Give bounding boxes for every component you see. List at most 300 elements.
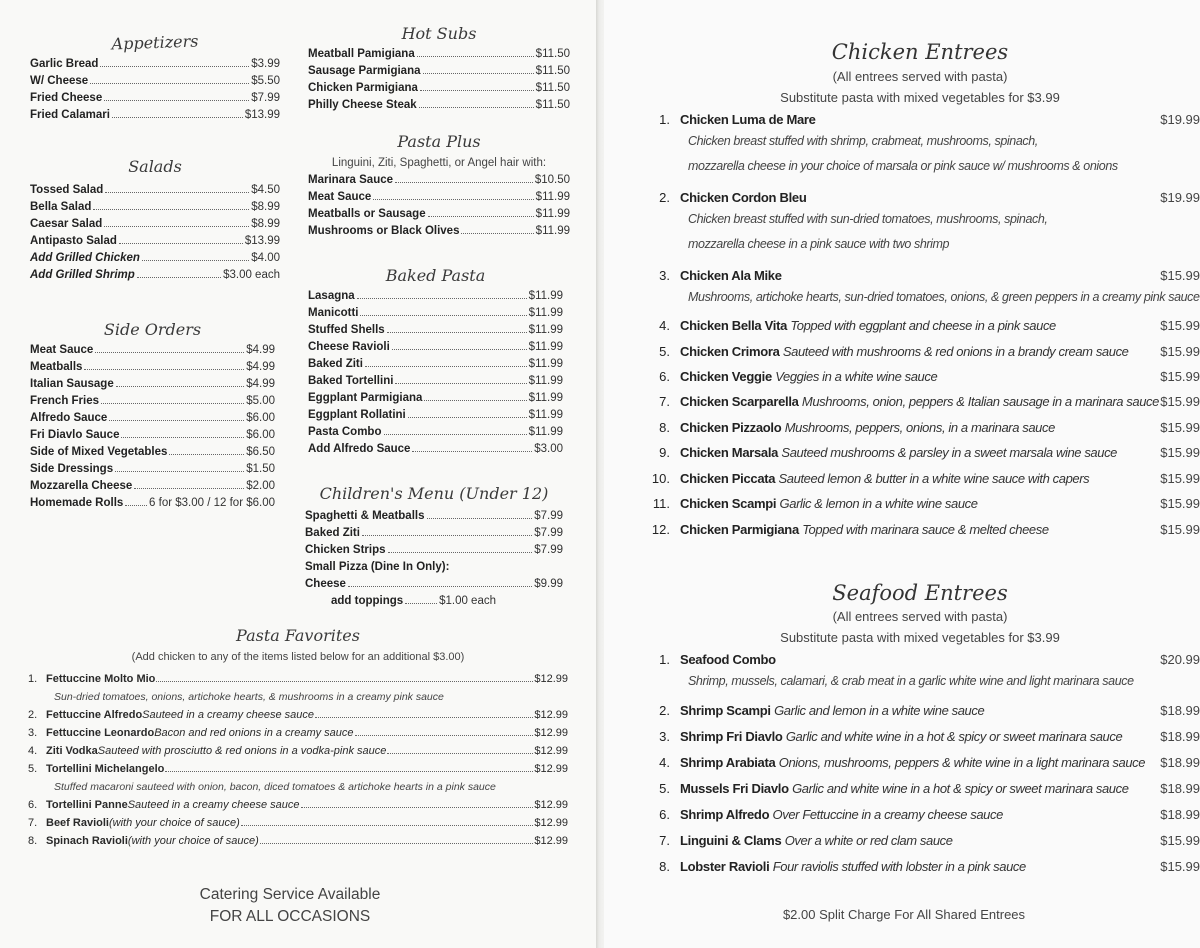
- menu-item: [308, 189, 570, 206]
- item-price: $12.99: [534, 673, 568, 685]
- item-title: [680, 316, 1056, 336]
- item-name: Caesar Salad: [30, 218, 103, 230]
- small-pizza-label: Small Pizza (Dine In Only):: [305, 561, 450, 573]
- item-price: $11.50: [535, 99, 570, 111]
- menu-item: [308, 288, 563, 305]
- menu-item: [308, 373, 563, 390]
- dot-leader: [362, 535, 532, 536]
- toppings-price: $1.00 each: [439, 595, 496, 607]
- dot-leader: [424, 400, 526, 401]
- menu-item: [30, 90, 280, 107]
- dot-leader: [241, 825, 534, 826]
- menu-item: [30, 478, 275, 495]
- menu-item: [30, 250, 280, 267]
- menu-item: [308, 305, 563, 322]
- item-name: Tortellini Panne: [46, 799, 128, 811]
- item-name: Lobster Ravioli: [680, 859, 770, 874]
- baked-pasta-title: Baked Pasta: [385, 266, 486, 285]
- pasta-plus-list: [308, 172, 570, 240]
- entree-item: [630, 779, 1200, 799]
- dot-leader: [119, 243, 243, 244]
- item-price: $18.99: [1160, 755, 1200, 770]
- item-name: Shrimp Arabiata: [680, 755, 776, 770]
- item-name: Chicken Parmigiana: [308, 82, 418, 94]
- item-name: French Fries: [30, 395, 100, 407]
- menu-item: [28, 796, 568, 814]
- item-price: $4.99: [246, 361, 275, 373]
- item-description: Over a white or red clam sauce: [784, 833, 953, 848]
- item-name: Meatballs: [30, 361, 83, 373]
- item-name: Tortellini Michelangelo: [46, 763, 165, 775]
- item-name: Cheese: [305, 578, 346, 590]
- dot-leader: [169, 454, 244, 455]
- item-name: Fettuccine Alfredo: [46, 709, 143, 721]
- item-number: 3.: [28, 727, 38, 739]
- menu-item: [30, 199, 280, 216]
- menu-item: [30, 393, 275, 410]
- menu-item: [308, 322, 563, 339]
- dot-leader: [355, 735, 534, 736]
- item-price: $12.99: [534, 817, 568, 829]
- dot-leader: [461, 233, 533, 234]
- item-price: $15.99: [1160, 833, 1200, 848]
- item-price: $11.99: [528, 290, 563, 302]
- item-sub-description: mozzarella cheese in your choice of marsala or pink sauce w/ mushrooms & onions: [688, 159, 1118, 173]
- menu-item: [30, 427, 275, 444]
- item-name: Chicken Scampi: [680, 496, 777, 511]
- item-price: $11.99: [528, 307, 563, 319]
- pasta-plus-title: Pasta Plus: [397, 132, 481, 151]
- seafood-entrees-section: [630, 578, 1200, 880]
- item-price: 6 for $3.00 / 12 for $6.00: [149, 497, 275, 509]
- item-price: $13.99: [244, 235, 280, 247]
- item-description: Garlic and lemon in a white wine sauce: [774, 703, 985, 718]
- item-description: Garlic and white wine in a hot & spicy or sweet marinara sauce: [792, 781, 1129, 796]
- item-name: Chicken Pizzaolo: [680, 420, 782, 435]
- entree-item: [630, 110, 1200, 130]
- dot-leader: [360, 315, 526, 316]
- item-price: $5.50: [251, 75, 280, 87]
- menu-item: [308, 424, 563, 441]
- item-number: 12.: [651, 522, 670, 537]
- item-price: $15.99: [1160, 445, 1200, 460]
- entree-item: [630, 367, 1200, 387]
- item-name: Antipasto Salad: [30, 235, 117, 247]
- item-name: Cheese Ravioli: [308, 341, 390, 353]
- dot-leader: [412, 451, 532, 452]
- dot-leader: [348, 586, 532, 587]
- dot-leader: [427, 518, 533, 519]
- dot-leader: [420, 90, 534, 91]
- menu-item: [30, 233, 280, 250]
- chicken-entrees-section: [630, 36, 1200, 540]
- dot-leader: [137, 277, 221, 278]
- dot-leader: [405, 603, 437, 604]
- seafood-entrees-subtitle-1: (All entrees served with pasta): [832, 609, 1008, 624]
- item-name: Chicken Strips: [305, 544, 386, 556]
- item-name: Fried Cheese: [30, 92, 103, 104]
- item-name: Eggplant Rollatini: [308, 409, 406, 421]
- item-name: Eggplant Parmigiana: [308, 392, 423, 404]
- item-price: $2.00: [246, 480, 275, 492]
- item-number: 9.: [659, 445, 670, 460]
- menu-item: [305, 542, 563, 559]
- item-number: 4.: [659, 755, 670, 770]
- item-number: 8.: [659, 420, 670, 435]
- item-title: [680, 727, 1122, 747]
- menu-item: [308, 172, 570, 189]
- entree-item: [630, 753, 1200, 773]
- side-orders-list: [30, 342, 275, 512]
- dot-leader: [121, 437, 244, 438]
- toppings-row: [305, 593, 496, 610]
- item-name: Mushrooms or Black Olives: [308, 225, 460, 237]
- menu-item: [30, 73, 280, 90]
- chicken-entrees-subtitle-1: (All entrees served with pasta): [832, 69, 1008, 84]
- catering-notice: [130, 884, 450, 928]
- item-number: 5.: [28, 763, 38, 775]
- item-description: Sauteed with prosciutto & red onions in a vodka-pink sauce: [97, 745, 387, 757]
- appetizers-list: [30, 56, 280, 124]
- item-title: [680, 805, 1003, 825]
- dot-leader: [90, 83, 249, 84]
- dot-leader: [109, 420, 244, 421]
- menu-item: [28, 742, 568, 760]
- entree-item: [630, 443, 1200, 463]
- item-price: $18.99: [1160, 703, 1200, 718]
- item-sub-description: mozzarella cheese in a pink sauce with two shrimp: [688, 237, 950, 251]
- item-name: Fettuccine Leonardo: [46, 727, 155, 739]
- item-name: Meatballs or Sausage: [308, 208, 426, 220]
- pasta-favorites-subtitle: (Add chicken to any of the items listed below for an additional $3.00): [131, 651, 465, 663]
- item-number: 5.: [659, 344, 670, 359]
- entree-item: [630, 650, 1200, 670]
- item-name: Spinach Ravioli: [46, 835, 128, 847]
- item-price: $4.99: [246, 378, 275, 390]
- item-price: $11.99: [535, 225, 570, 237]
- item-price: $11.99: [528, 358, 563, 370]
- item-number: 5.: [659, 781, 670, 796]
- item-number: 6.: [659, 369, 670, 384]
- pasta-favorites-title: Pasta Favorites: [236, 626, 360, 645]
- catering-line-1: Catering Service Available: [199, 886, 381, 903]
- menu-item: [308, 390, 563, 407]
- childrens-menu-list: [305, 508, 563, 559]
- item-number: 3.: [659, 268, 670, 283]
- menu-item: [308, 407, 563, 424]
- item-price: $7.99: [534, 544, 563, 556]
- item-price: $11.99: [528, 426, 563, 438]
- item-name: Shrimp Scampi: [680, 703, 771, 718]
- toppings-label: add toppings: [331, 595, 404, 607]
- item-title: [680, 392, 1159, 412]
- item-number: 2.: [659, 703, 670, 718]
- item-name: Chicken Ala Mike: [680, 268, 782, 283]
- item-number: 4.: [28, 745, 38, 757]
- childrens-menu-title: Children's Menu (Under 12): [319, 484, 549, 503]
- menu-item: [30, 461, 275, 478]
- menu-item: [28, 814, 568, 832]
- item-number: 11.: [652, 496, 670, 511]
- menu-item: [30, 216, 280, 233]
- item-title: [680, 701, 984, 721]
- dot-leader: [125, 505, 147, 506]
- item-name: Chicken Crimora: [680, 344, 780, 359]
- chicken-entrees-subtitle-2: Substitute pasta with mixed vegetables for $3.99: [780, 90, 1060, 105]
- dot-leader: [423, 73, 534, 74]
- item-price: $11.50: [535, 82, 570, 94]
- item-title: [680, 266, 782, 286]
- dot-leader: [156, 681, 533, 682]
- item-price: $15.99: [1160, 471, 1200, 486]
- entree-item: [630, 520, 1200, 540]
- item-name: Side Dressings: [30, 463, 114, 475]
- item-price: $12.99: [534, 727, 568, 739]
- seafood-entrees-list: [630, 650, 1200, 880]
- dot-leader: [417, 56, 534, 57]
- item-number: 2.: [28, 709, 38, 721]
- item-price: $11.99: [528, 324, 563, 336]
- item-price: $11.50: [535, 48, 570, 60]
- item-title: [680, 494, 978, 514]
- dot-leader: [165, 771, 533, 772]
- item-name: W/ Cheese: [30, 75, 89, 87]
- item-number: 6.: [659, 807, 670, 822]
- entree-item: [630, 857, 1200, 877]
- item-sub-description: Chicken breast stuffed with shrimp, crabmeat, mushrooms, spinach,: [688, 134, 1038, 148]
- entree-item: [630, 805, 1200, 825]
- menu-item: [308, 97, 570, 114]
- item-name: Side of Mixed Vegetables: [30, 446, 168, 458]
- item-description: Bacon and red onions in a creamy sauce: [154, 727, 354, 739]
- item-price: $8.99: [251, 218, 280, 230]
- item-sub-description: Chicken breast stuffed with sun-dried tomatoes, mushrooms, spinach,: [688, 212, 1048, 226]
- item-price: $15.99: [1160, 859, 1200, 874]
- item-description: Garlic & lemon in a white wine sauce: [779, 496, 978, 511]
- entree-item: [630, 188, 1200, 208]
- item-price: $12.99: [534, 709, 568, 721]
- side-orders-section: [30, 318, 275, 512]
- item-price: $4.00: [251, 252, 280, 264]
- item-description: Topped with marinara sauce & melted cheese: [802, 522, 1049, 537]
- item-price: $11.99: [528, 409, 563, 421]
- item-name: Philly Cheese Steak: [308, 99, 417, 111]
- item-name: Chicken Luma de Mare: [680, 112, 816, 127]
- menu-item: [305, 525, 563, 542]
- item-name: Italian Sausage: [30, 378, 114, 390]
- dot-leader: [84, 369, 244, 370]
- item-name: Baked Ziti: [305, 527, 360, 539]
- entree-item: [630, 316, 1200, 336]
- item-name: Chicken Veggie: [680, 369, 772, 384]
- item-title: [680, 520, 1049, 540]
- item-name: Linguini & Clams: [680, 833, 782, 848]
- item-price: $15.99: [1160, 318, 1200, 333]
- menu-item: [30, 444, 275, 461]
- menu-item: [28, 724, 568, 742]
- dot-leader: [315, 717, 533, 718]
- item-name: Chicken Scarparella: [680, 394, 799, 409]
- item-title: [680, 110, 816, 130]
- item-description: (with your choice of sauce): [108, 817, 240, 829]
- item-number: 7.: [659, 394, 670, 409]
- item-name: Shrimp Alfredo: [680, 807, 770, 822]
- item-description: Onions, mushrooms, peppers & white wine in a light marinara sauce: [778, 755, 1146, 770]
- seafood-entrees-title: Seafood Entrees: [832, 581, 1008, 605]
- item-name: Lasagna: [308, 290, 355, 302]
- entree-item: [630, 494, 1200, 514]
- item-title: [680, 779, 1129, 799]
- item-name: Manicotti: [308, 307, 359, 319]
- dot-leader: [395, 383, 526, 384]
- item-price: $11.99: [528, 341, 563, 353]
- item-price: $8.99: [251, 201, 280, 213]
- menu-item: [308, 441, 563, 458]
- item-description: Sauteed lemon & butter in a white wine sauce with capers: [778, 471, 1090, 486]
- item-title: [680, 367, 937, 387]
- item-title: [680, 443, 1117, 463]
- item-number: 10.: [651, 471, 670, 486]
- item-name: Fri Diavlo Sauce: [30, 429, 120, 441]
- item-name: Meatball Pamigiana: [308, 48, 415, 60]
- item-title: [680, 753, 1145, 773]
- item-name: Bella Salad: [30, 201, 92, 213]
- item-price: $7.99: [534, 510, 563, 522]
- item-name: Homemade Rolls: [30, 497, 124, 509]
- menu-item: [308, 223, 570, 240]
- item-sub-description: Stuffed macaroni sauteed with onion, bacon, diced tomatoes & artichoke hearts in a pink sauce: [54, 781, 496, 793]
- entree-item: [630, 392, 1200, 412]
- pasta-favorites-list: [28, 670, 568, 850]
- pasta-plus-subtitle: Linguini, Ziti, Spaghetti, or Angel hair with:: [331, 157, 547, 169]
- item-number: 8.: [28, 835, 38, 847]
- item-price: $18.99: [1160, 729, 1200, 744]
- item-name: Chicken Piccata: [680, 471, 776, 486]
- dot-leader: [387, 332, 527, 333]
- baked-pasta-section: [308, 264, 563, 458]
- dot-leader: [142, 260, 249, 261]
- entree-item: [630, 727, 1200, 747]
- item-name: Add Alfredo Sauce: [308, 443, 411, 455]
- menu-item: [308, 63, 570, 80]
- hot-subs-section: [308, 22, 570, 114]
- split-charge-note: $2.00 Split Charge For All Shared Entrees: [782, 907, 1026, 922]
- item-price: $10.50: [534, 174, 570, 186]
- item-description: Mushrooms, onion, peppers & Italian sausage in a marinara sauce: [801, 394, 1159, 409]
- entree-item: [630, 266, 1200, 286]
- item-number: 2.: [659, 190, 670, 205]
- item-price: $11.99: [535, 191, 570, 203]
- pasta-plus-section: [308, 130, 570, 240]
- menu-item: [28, 832, 568, 850]
- item-title: [680, 342, 1129, 362]
- item-price: $11.99: [528, 392, 563, 404]
- entree-item: [630, 701, 1200, 721]
- salads-list: [30, 182, 280, 284]
- item-price: $6.00: [246, 429, 275, 441]
- item-number: 4.: [659, 318, 670, 333]
- item-name: Mozzarella Cheese: [30, 480, 133, 492]
- menu-item: [308, 80, 570, 97]
- left-menu-page: [0, 0, 596, 948]
- dot-leader: [95, 352, 244, 353]
- dot-leader: [260, 843, 534, 844]
- menu-item: [305, 576, 563, 593]
- item-number: 6.: [28, 799, 38, 811]
- dot-leader: [301, 807, 534, 808]
- item-price: $12.99: [534, 745, 568, 757]
- item-name: Tossed Salad: [30, 184, 104, 196]
- item-title: [680, 188, 806, 208]
- salads-title: Salads: [128, 157, 182, 176]
- item-name: Baked Ziti: [308, 358, 363, 370]
- pasta-favorites-section: [28, 624, 568, 850]
- item-price: $19.99: [1160, 190, 1200, 205]
- item-name: Spaghetti & Meatballs: [305, 510, 425, 522]
- menu-item: [308, 339, 563, 356]
- dot-leader: [134, 488, 244, 489]
- item-description: Veggies in a white wine sauce: [775, 369, 938, 384]
- item-price: $18.99: [1160, 807, 1200, 822]
- item-price: $9.99: [534, 578, 563, 590]
- dot-leader: [365, 366, 527, 367]
- item-name: Meat Sauce: [30, 344, 94, 356]
- dot-leader: [357, 298, 527, 299]
- item-name: Meat Sauce: [308, 191, 372, 203]
- dot-leader: [384, 434, 527, 435]
- item-name: Chicken Bella Vita: [680, 318, 788, 333]
- item-title: [680, 831, 953, 851]
- item-price: $5.00: [246, 395, 275, 407]
- menu-item: [30, 107, 280, 124]
- item-description: Mushrooms, peppers, onions, in a marinara sauce: [784, 420, 1055, 435]
- item-price: $6.00: [246, 412, 275, 424]
- item-description: Sauteed with mushrooms & red onions in a brandy cream sauce: [782, 344, 1129, 359]
- childrens-menu-section: [305, 480, 563, 610]
- dot-leader: [112, 117, 243, 118]
- item-title: [680, 857, 1026, 877]
- item-name: Add Grilled Shrimp: [30, 269, 135, 281]
- item-name: Stuffed Shells: [308, 324, 385, 336]
- menu-item: [30, 342, 275, 359]
- item-number: 7.: [28, 817, 38, 829]
- item-number: 3.: [659, 729, 670, 744]
- item-price: $15.99: [1160, 369, 1200, 384]
- menu-item: [30, 182, 280, 199]
- item-description: Sauteed in a creamy cheese sauce: [127, 799, 300, 811]
- item-name: Garlic Bread: [30, 58, 99, 70]
- dot-leader: [100, 66, 249, 67]
- item-description: Sauteed in a creamy cheese sauce: [142, 709, 314, 721]
- item-price: $3.00: [534, 443, 563, 455]
- hot-subs-title: Hot Subs: [401, 24, 477, 43]
- menu-item: [308, 356, 563, 373]
- item-description: Topped with eggplant and cheese in a pink sauce: [790, 318, 1056, 333]
- menu-item: [308, 206, 570, 223]
- entree-item: [630, 342, 1200, 362]
- dot-leader: [395, 182, 533, 183]
- dot-leader: [408, 417, 527, 418]
- menu-item: [28, 706, 568, 724]
- appetizers-section: [30, 30, 280, 124]
- item-name: Alfredo Sauce: [30, 412, 108, 424]
- dot-leader: [105, 192, 249, 193]
- item-number: 7.: [659, 833, 670, 848]
- item-price: $7.99: [251, 92, 280, 104]
- item-title: [680, 650, 776, 670]
- menu-item: [28, 670, 568, 688]
- item-price: $18.99: [1160, 781, 1200, 796]
